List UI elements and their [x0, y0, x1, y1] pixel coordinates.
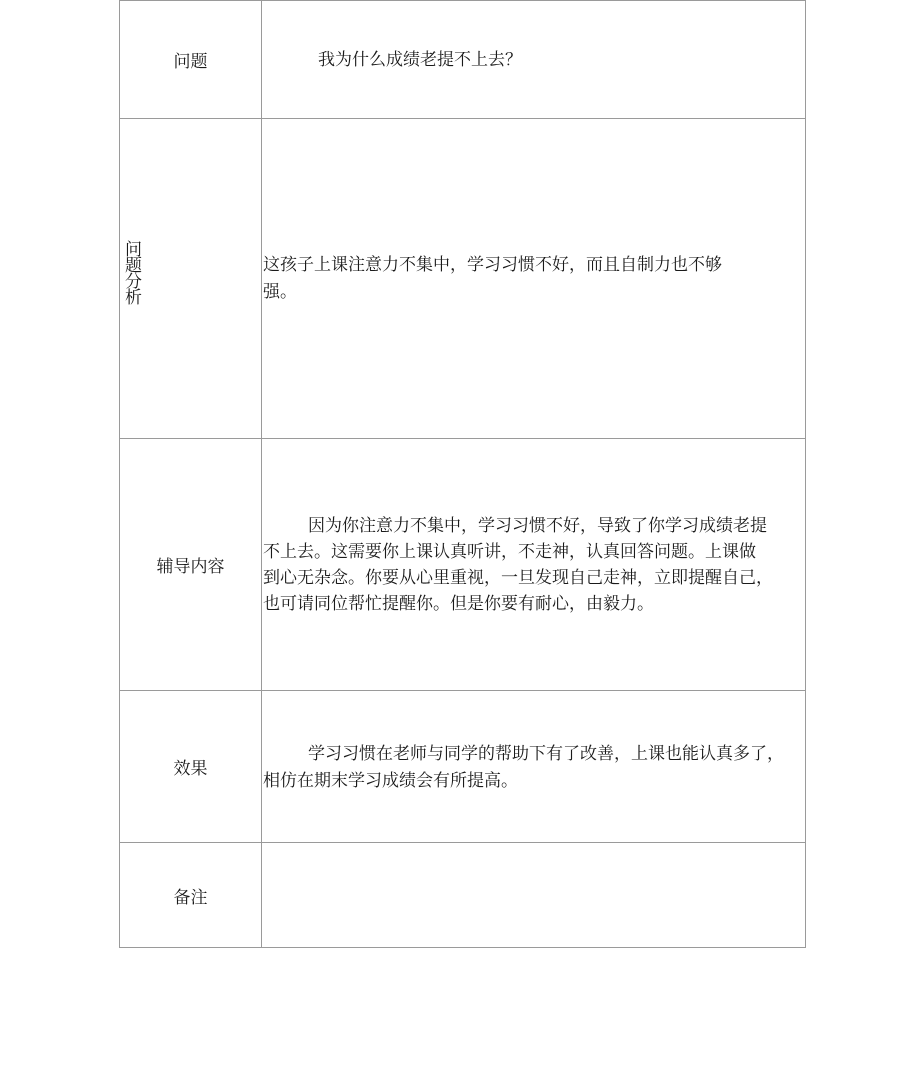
- analysis-line-2: 强。: [263, 282, 297, 302]
- row-remarks: [119, 843, 806, 948]
- effect-line-1: 学习习惯在老师与同学的帮助下有了改善，上课也能认真多了，: [308, 744, 784, 764]
- guidance-line-2: 不上去。这需要你上课认真听讲，不走神，认真回答问题。上课做: [263, 542, 756, 562]
- analysis-cell: [263, 119, 805, 438]
- effect-label: 效果: [120, 691, 262, 842]
- row-analysis: [119, 119, 806, 439]
- question-cell: [263, 1, 805, 118]
- analysis-label-cell: [120, 119, 262, 438]
- remarks-cell: [263, 843, 805, 947]
- counseling-table: [119, 0, 806, 948]
- analysis-line-1: 这孩子上课注意力不集中，学习习惯不好，而且自制力也不够: [263, 255, 722, 275]
- guidance-cell: [263, 439, 805, 690]
- row-guidance: [119, 439, 806, 691]
- question-text: 我为什么成绩老提不上去？: [318, 50, 522, 70]
- guidance-label: 辅导内容: [120, 439, 262, 690]
- effect-cell: [263, 691, 805, 842]
- row-effect: [119, 691, 806, 843]
- analysis-label: 问题分析: [121, 240, 141, 304]
- guidance-line-3: 到心无杂念。你要从心里重视，一旦发现自己走神，立即提醒自己，: [263, 568, 773, 588]
- guidance-line-1: 因为你注意力不集中，学习习惯不好，导致了你学习成绩老提: [308, 516, 767, 536]
- guidance-line-4: 也可请同位帮忙提醒你。但是你要有耐心，由毅力。: [263, 594, 654, 614]
- effect-line-2: 相仿在期末学习成绩会有所提高。: [263, 771, 518, 791]
- question-label: 问题: [120, 1, 262, 118]
- remarks-label: 备注: [120, 843, 262, 947]
- row-question: [119, 0, 806, 119]
